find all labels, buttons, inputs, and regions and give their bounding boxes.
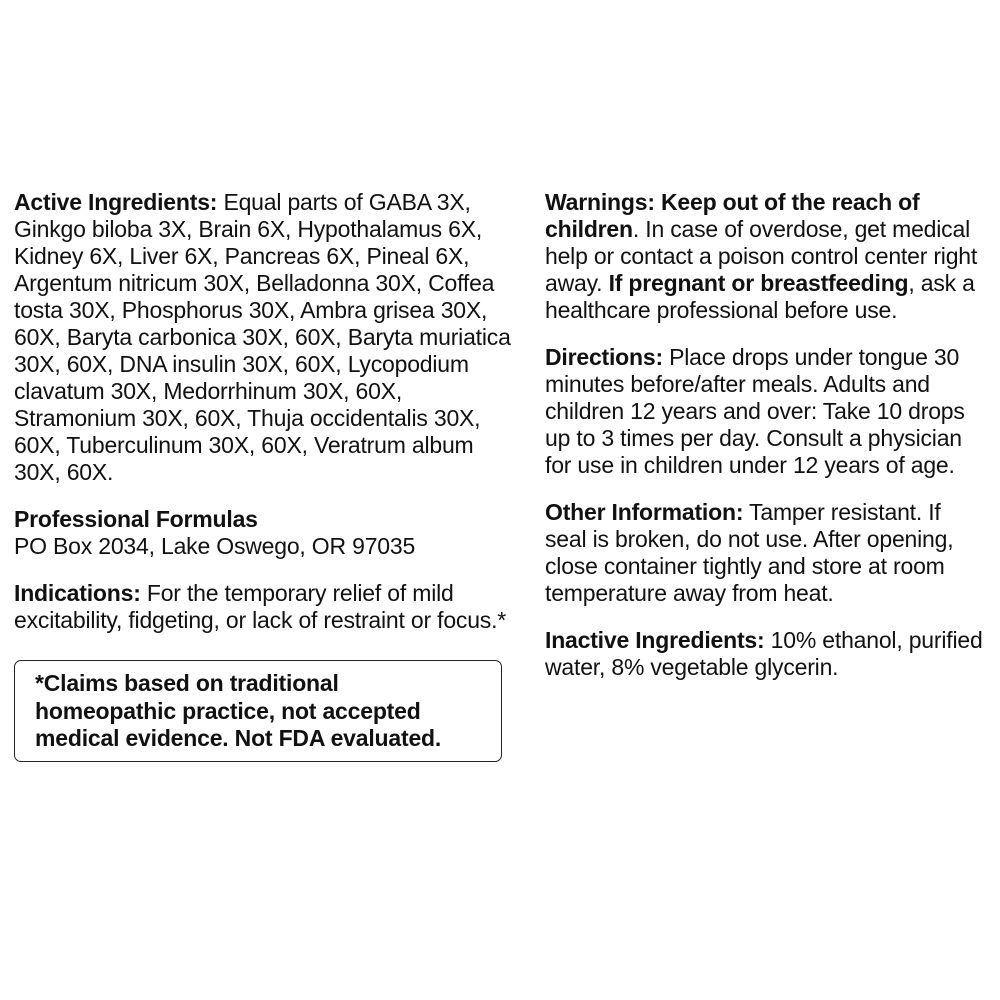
warnings-label: Warnings: <box>545 189 655 215</box>
active-ingredients-label: Active Ingredients: <box>14 189 218 215</box>
indications-section <box>14 580 514 634</box>
other-information-label: Other Information: <box>545 499 744 525</box>
indications-label: Indications: <box>14 580 141 606</box>
directions-text: Place drops under tongue 30 minutes before/after meals. Adults and children 12 years and over: Take 10 drops up to 3 times per day. Consult a physician for use in children under 12 years of age. <box>545 344 965 478</box>
claims-line: medical evidence. Not FDA evaluated. <box>35 725 442 751</box>
manufacturer-address: PO Box 2034, Lake Oswego, OR 97035 <box>14 533 416 559</box>
inactive-ingredients-label: Inactive Ingredients: <box>545 627 765 653</box>
active-ingredients-section <box>14 189 514 486</box>
left-column <box>14 189 514 762</box>
manufacturer-section <box>14 506 514 560</box>
warnings-section <box>545 189 985 324</box>
warnings-keep-out: Keep out of the reach of children <box>545 189 920 242</box>
active-ingredients-text: Equal parts of GABA 3X, Ginkgo biloba 3X, Brain 6X, Hypothalamus 6X, Kidney 6X, Liver 6X, Pancreas 6X, Pineal 6X, Argentum nitricum 30X, Belladonna 30X, Coffea tosta 30X, Phosphorus 30X, Ambra grisea 30X, 60X, Baryta carbonica 30X, 60X, Baryta muriatica 30X, 60X, DNA insulin 30X, 60X, Lycopodium clavatum 30X, Medorrhinum 30X, 60X, Stramonium 30X, 60X, Thuja occidentalis 30X, 60X, Tuberculinum 30X, 60X, Veratrum album 30X, 60X. <box>14 189 511 485</box>
directions-section <box>545 344 985 479</box>
indications-text: For the temporary relief of mild excitability, fidgeting, or lack of restraint or focus.* <box>14 580 507 633</box>
inactive-ingredients-section <box>545 627 985 681</box>
other-information-section <box>545 499 985 607</box>
warnings-overdose-text: . In case of overdose, get medical help or contact a poison control center right away. <box>545 216 978 296</box>
warnings-pregnant: If pregnant or breastfeeding <box>602 270 909 296</box>
warnings-healthcare-text: , ask a healthcare professional before use. <box>545 270 975 323</box>
right-column <box>545 189 985 701</box>
claims-line: *Claims based on traditional <box>35 670 339 696</box>
directions-label: Directions: <box>545 344 663 370</box>
inactive-ingredients-text: 10% ethanol, purified water, 8% vegetable glycerin. <box>545 627 983 680</box>
claims-disclaimer-box <box>14 660 502 762</box>
other-information-text: Tamper resistant. If seal is broken, do not use. After opening, close container tightly and store at room temperature away from heat. <box>545 499 954 606</box>
manufacturer-name: Professional Formulas <box>14 506 258 532</box>
claims-line: homeopathic practice, not accepted <box>35 697 421 724</box>
